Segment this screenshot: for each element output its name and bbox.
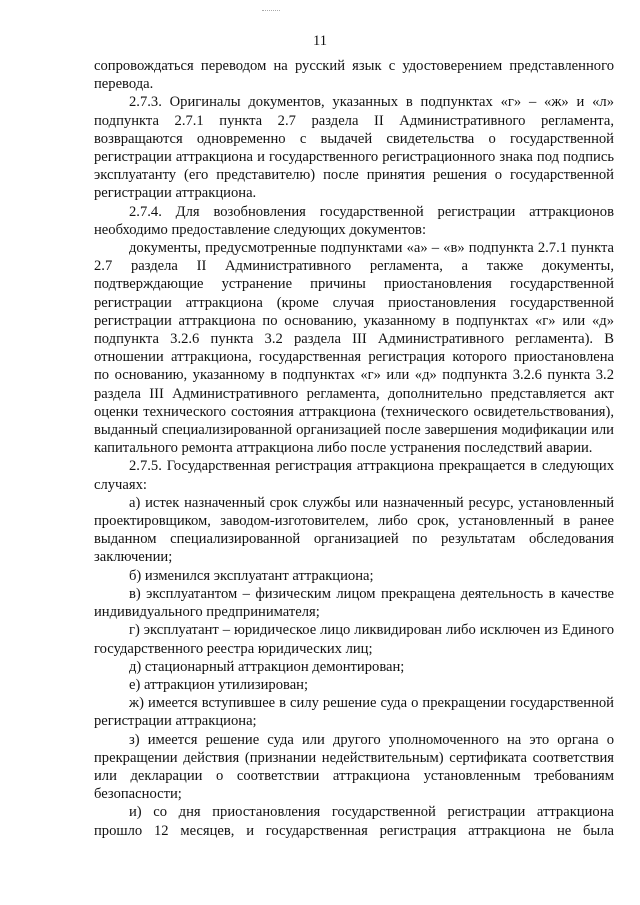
paragraph: а) истек назначенный срок службы или назначенный ресурс, установленный проектировщиком, заводом-изготовителем, либо срок, установленный в ранее выданном специализированной организацией по результатам обследования заключении; [94,494,614,566]
paragraph: документы, предусмотренные подпунктами «а» – «в» подпункта 2.7.1 пункта 2.7 раздела II Административного регламента, а также документы, подтверждающие устранение причины приостановления государственной регистрации аттракциона (кроме случая приостановления государственной регистрации аттракциона по основанию, указанному в подпунктах «г» или «д» подпункта 3.2.6 пункта 3.2 раздела III Административного регламента). В отношении аттракциона, государственная регистрация которого приостановлена по основанию, указанному в подпунктах «г» или «д» подпункта 3.2.6 пункта 3.2 раздела III Административного регламента, дополнительно представляется акт оценки технического состояния аттракциона (технического освидетельствования), выданный специализированной организацией после завершения модификации или капитального ремонта аттракциона либо после устранения последствий аварии. [94,240,614,457]
paragraph: д) стационарный аттракцион демонтирован; [129,658,405,675]
paragraph: и) со дня приостановления государственной регистрации аттракциона прошло 12 месяцев, и государственная регистрация аттракциона не была [94,804,614,839]
paragraph: б) изменился эксплуатант аттракциона; [129,567,374,584]
paragraph: ж) имеется вступившее в силу решение суда о прекращении государственной регистрации аттракциона; [94,695,614,730]
scan-top-mark [262,10,280,11]
document-body [94,57,614,840]
paragraph: 2.7.4. Для возобновления государственной регистрации аттракционов необходимо предоставление следующих документов: [94,203,614,238]
paragraph: сопровождаться переводом на русский язык с удостоверением представленного перевода. [94,58,614,93]
paragraph: г) эксплуатант – юридическое лицо ликвидирован либо исключен из Единого государственного реестра юридических лиц; [94,622,614,657]
page-number: 11 [313,33,327,49]
paragraph: 2.7.3. Оригиналы документов, указанных в подпунктах «г» – «ж» и «л» подпункта 2.7.1 пункта 2.7 раздела II Административного регламента, возвращаются одновременно с выдачей свидетельства о государственной регистрации аттракциона и государственного регистрационного знака под подпись эксплуатанту (его представителю) после принятия решения о государственной регистрации аттракциона. [94,94,614,202]
paragraph: 2.7.5. Государственная регистрация аттракциона прекращается в следующих случаях: [94,458,614,493]
paragraph: з) имеется решение суда или другого уполномоченного на это органа о прекращении действия (признании недействительным) сертификата соответствия или декларации о соответствии аттракциона установленным требованиям безопасности; [94,731,614,803]
paragraph: е) аттракцион утилизирован; [129,676,309,693]
paragraph: в) эксплуатантом – физическим лицом прекращена деятельность в качестве индивидуального предпринимателя; [94,585,614,621]
